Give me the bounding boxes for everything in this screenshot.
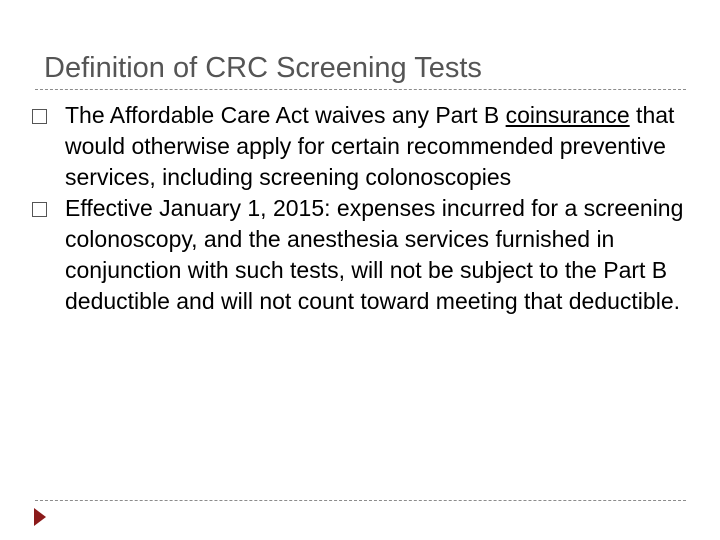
- bullet-item: [32, 193, 692, 317]
- bullet-item: [32, 100, 692, 193]
- checkbox-bullet-icon: [32, 109, 47, 124]
- title-divider: [35, 89, 686, 90]
- bullet-text-end: that would otherwise apply for certain recommended preventive services, including screening colonoscopies: [65, 102, 675, 190]
- coinsurance-link-text: coinsurance: [505, 102, 630, 128]
- bullet-text: Effective January 1, 2015: expenses incurred for a screening colonoscopy, and the anesthesia services furnished in conjunction with such tests, will not be subject to the Part B deductible and will not count toward meeting that deductible.: [65, 195, 684, 314]
- slide-title: Definition of CRC Screening Tests: [44, 52, 482, 84]
- play-arrow-icon[interactable]: [34, 508, 46, 526]
- checkbox-bullet-icon: [32, 202, 47, 217]
- footer-divider: [35, 500, 686, 501]
- bullet-text-start: The Affordable Care Act waives any Part B: [65, 102, 506, 128]
- bullet-list: [32, 100, 692, 317]
